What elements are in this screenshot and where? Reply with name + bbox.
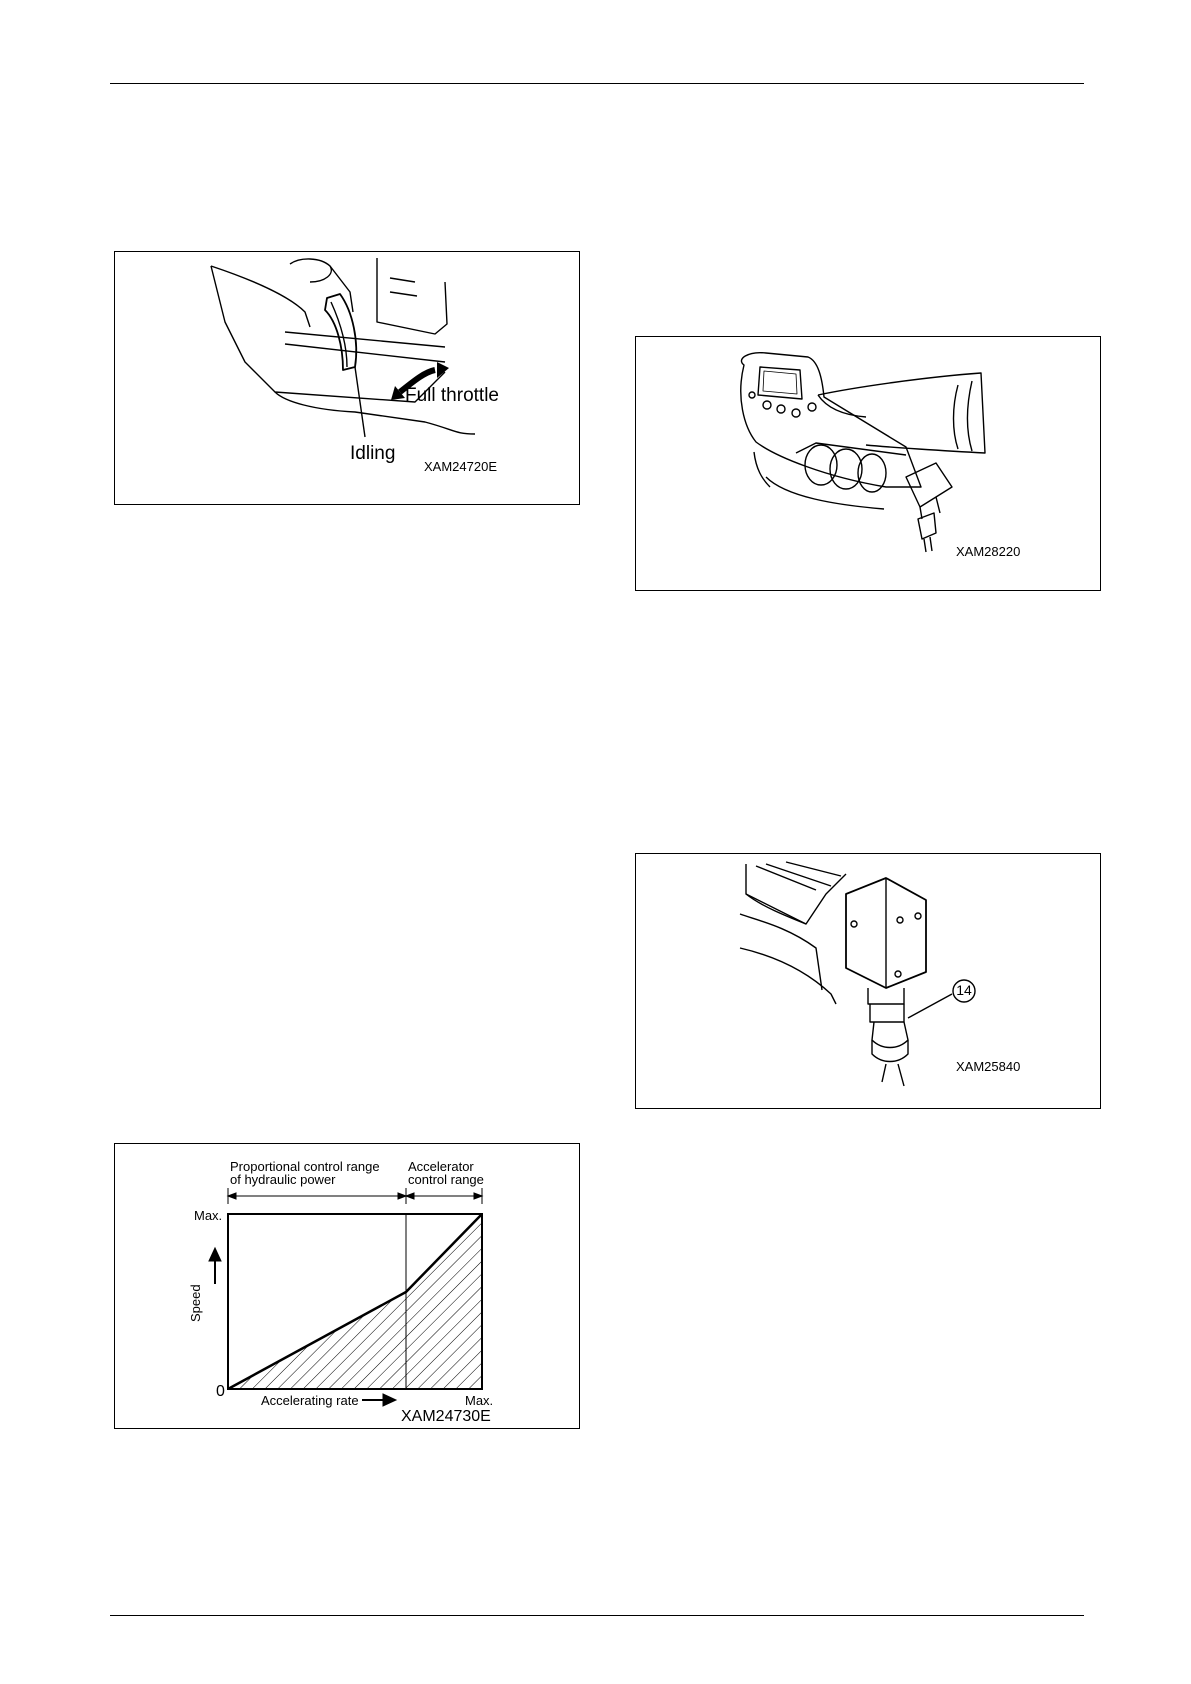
control-range-chart xyxy=(115,1144,581,1430)
idling-label: Idling xyxy=(350,443,396,464)
figure-throttle-lever xyxy=(114,251,580,505)
footer-rule xyxy=(110,1615,1084,1616)
x-axis-label: Accelerating rate xyxy=(261,1393,359,1408)
x-max-label: Max. xyxy=(465,1393,494,1408)
arrow-up-icon xyxy=(209,1248,221,1261)
y-axis-label: Speed xyxy=(188,1284,203,1322)
figure-connector xyxy=(635,853,1101,1109)
header-rule xyxy=(110,83,1084,84)
y-max-label: Max. xyxy=(194,1208,223,1223)
figure-code: XAM28220 xyxy=(956,544,1021,559)
full-throttle-label: Full throttle xyxy=(405,385,499,406)
connector-illustration xyxy=(636,854,1102,1110)
figure-code: XAM24730E xyxy=(401,1408,491,1425)
figure-hand-controller xyxy=(635,336,1101,591)
range-left-line1: Proportional control range xyxy=(230,1159,380,1174)
y-zero-label: 0 xyxy=(216,1383,225,1400)
range-left-line2: of hydraulic power xyxy=(230,1172,336,1187)
figure-code: XAM25840 xyxy=(956,1059,1021,1074)
range-right-line1: Accelerator xyxy=(408,1159,474,1174)
hand-controller-illustration xyxy=(636,337,1102,592)
callout-number: 14 xyxy=(956,982,972,998)
hatched-area xyxy=(228,1214,482,1389)
figure-control-range-diagram xyxy=(114,1143,580,1429)
range-right-line2: control range xyxy=(408,1172,484,1187)
arrow-right-icon xyxy=(383,1394,396,1406)
throttle-lever-illustration xyxy=(115,252,581,506)
figure-code: XAM24720E xyxy=(424,459,497,474)
